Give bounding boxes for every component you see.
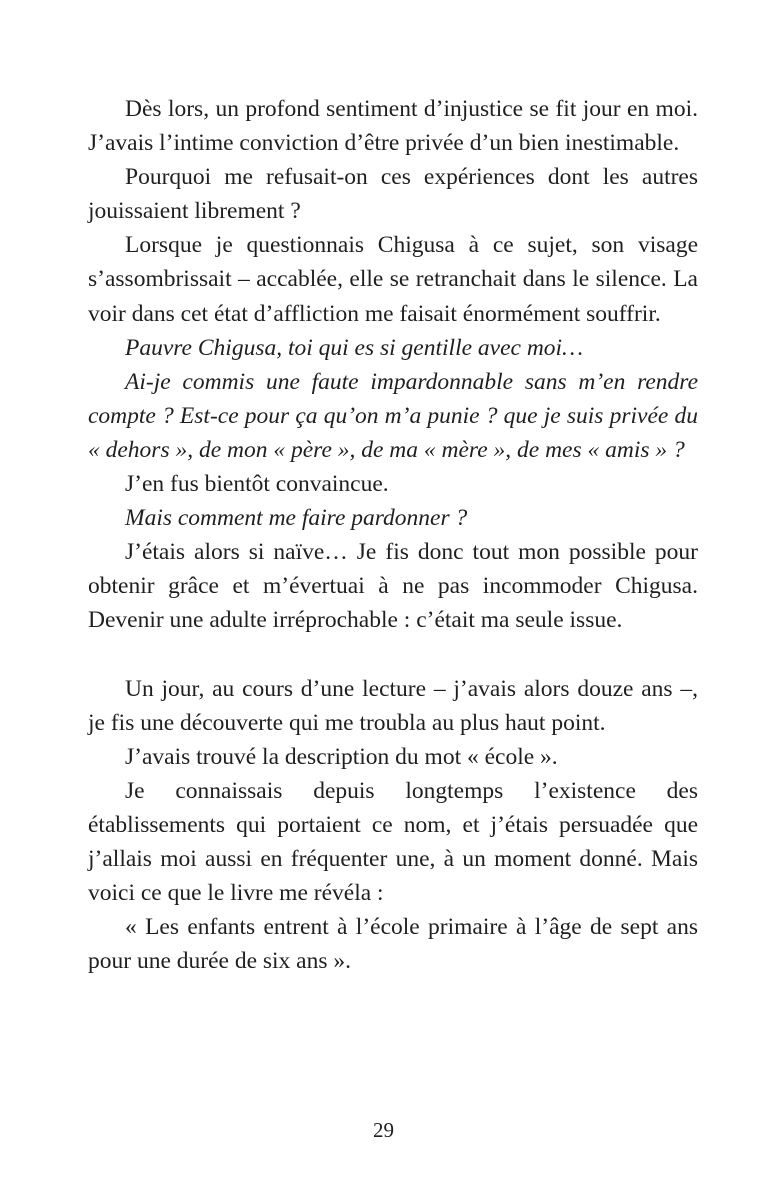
paragraph: « Les enfants entrent à l’école primaire à l’âge de sept ans pour une durée de six ans ». <box>88 914 698 975</box>
paragraph: Dès lors, un profond sentiment d’injustice se fit jour en moi. J’avais l’intime conviction d’être privée d’un bien inestimable. <box>88 96 698 157</box>
page-number: 29 <box>373 1118 394 1142</box>
italic-paragraph: Ai-je commis une faute impardonnable sans m’en rendre compte ? Est-ce pour ça qu’on m’a punie ? que je suis privée du « dehors », de mon « père », de ma « mère », de mes « amis » ? <box>88 368 698 463</box>
paragraph: Je connaissais depuis longtemps l’existence des établissements qui portaient ce nom, et j’étais persuadée que j’allais moi aussi en fréquenter une, à un moment donné. Mais voici ce que le livre me révéla : <box>88 777 698 907</box>
paragraph: Pourquoi me refusait-on ces expériences dont les autres jouissaient librement ? <box>88 164 698 225</box>
body-text <box>88 92 698 978</box>
paragraph: J’avais trouvé la description du mot « école ». <box>125 743 558 770</box>
paragraph: J’en fus bientôt convaincue. <box>125 471 389 498</box>
paragraph: Lorsque je questionnais Chigusa à ce sujet, son visage s’assombrissait – accablée, elle se retranchait dans le silence. La voir dans cet état d’affliction me faisait énormément souffrir. <box>88 232 698 327</box>
paragraph: J’étais alors si naïve… Je fis donc tout mon possible pour obtenir grâce et m’évertuai à ne pas incommoder Chigusa. Devenir une adulte irréprochable : c’était ma seule issue. <box>88 539 698 634</box>
italic-paragraph: Mais comment me faire pardonner ? <box>125 505 468 532</box>
paragraph: Un jour, au cours d’une lecture – j’avais alors douze ans –, je fis une découverte qui me troubla au plus haut point. <box>88 675 698 736</box>
italic-paragraph: Pauvre Chigusa, toi qui es si gentille avec moi… <box>125 334 583 361</box>
